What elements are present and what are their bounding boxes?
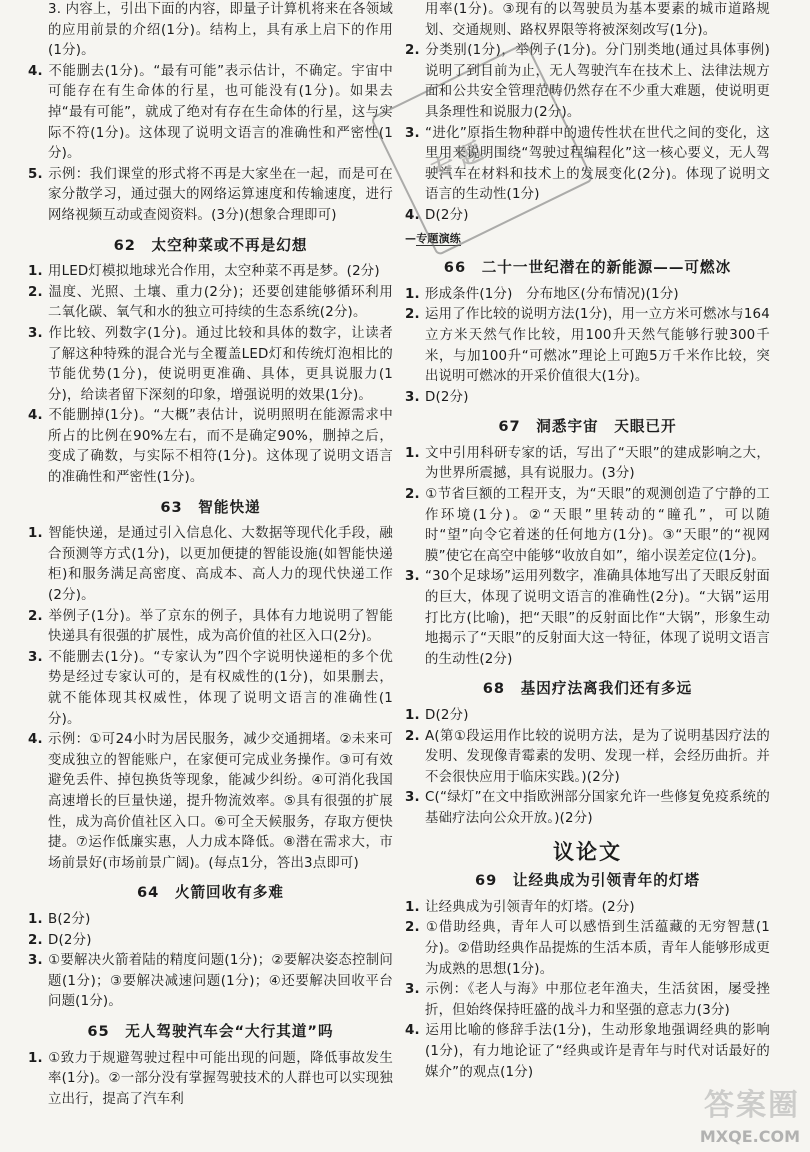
- right-genre-sections: [405, 871, 770, 1083]
- watermark-logo: 答案圈: [704, 1088, 800, 1123]
- answer-item: [405, 485, 770, 567]
- item-number: 3.: [28, 325, 43, 341]
- item-number: 4.: [405, 1023, 420, 1039]
- item-text: D(2分): [48, 932, 92, 948]
- answer-item: [28, 262, 393, 283]
- section-title: 65 无人驾驶汽车会“大行其道”吗: [87, 1022, 334, 1040]
- item-text: “进化”原指生物种群中的遗传性状在世代之间的变化，这里用来说明围绕“驾驶过程编程化”这一核心要义，无人驾驶汽车在材料和技术上的发展变化(2分)。体现了说明文语言的生动性(1分): [425, 125, 770, 203]
- item-number: 3.: [405, 389, 420, 405]
- answer-item: [28, 165, 393, 227]
- answer-item: [405, 285, 770, 306]
- genre-title: 议论文: [553, 839, 622, 864]
- item-number: 2.: [28, 608, 43, 624]
- answer-item: [405, 0, 770, 41]
- item-text: ①要解决火箭着陆的精度问题(1分)；②要解决姿态控制问题(1分)；③要解决减速问题(1分)；④还要解决回收平台问题(1分)。: [48, 953, 393, 1010]
- left-sections: [28, 236, 393, 1111]
- answer-item: [28, 951, 393, 1013]
- item-text: 智能快递，是通过引入信息化、大数据等现代化手段，融合预测等方式(1分)，以更加便捷的智能设施(如智能快递柜)和服务满足高密度、高成本、高人力的现代快递工作(2分)。: [48, 526, 393, 604]
- item-text: D(2分): [425, 708, 469, 723]
- section-title: 63 智能快递: [160, 498, 261, 516]
- item-number: 2.: [405, 307, 420, 323]
- item-number: 1.: [28, 1050, 43, 1066]
- item-text: B(2分): [48, 911, 91, 927]
- item-number: 1.: [28, 526, 43, 542]
- item-number: 2.: [28, 932, 43, 948]
- answer-item: [405, 788, 770, 829]
- item-text: 示例：我们课堂的形式将不再是大家坐在一起，而是可在家分散学习，通过强大的网络运算速度和传输速度，进行网络视频互动或查阅资料。(3分)(想象合理即可): [48, 166, 393, 223]
- right-sections: [405, 258, 770, 829]
- answer-item: [405, 980, 770, 1021]
- item-number: 3.: [28, 649, 43, 665]
- item-number: 4.: [28, 408, 43, 424]
- left-intro: [28, 0, 393, 227]
- answer-item: [405, 388, 770, 409]
- answer-item: [28, 406, 393, 488]
- item-text: ①致力于规避驾驶过程中可能出现的问题，降低事故发生率(1分)。②一部分没有掌握驾驶技术的人群也可以实现独立出行，提高了汽车利: [48, 1050, 393, 1107]
- answer-item: [28, 910, 393, 931]
- answer-item: [405, 444, 770, 485]
- item-number: 2.: [28, 284, 43, 300]
- answer-item: [28, 607, 393, 648]
- section-title: 62 太空种菜或不再是幻想: [113, 236, 308, 254]
- item-text: 不能删掉(1分)。“大概”表估计，说明照明在能源需求中所占的比例在90%左右，而不是确定90%，删掉之后，变成了确数，与实际不相符(1分)。这体现了说明文语言的准确性和严密性(1分)。: [48, 408, 393, 486]
- item-number: 3.: [28, 953, 43, 969]
- item-text: 用LED灯模拟地球光合作用，太空种菜不再是梦。(2分): [48, 264, 380, 280]
- item-text: 温度、光照、土壤、重力(2分)；还要创建能够循环利用二氧化碳、氧气和水的独立可持续的生态系统(2分)。: [48, 284, 393, 321]
- item-number: 1.: [28, 264, 43, 280]
- item-text: 让经典成为引领青年的灯塔。(2分): [425, 899, 635, 915]
- answer-item: [405, 124, 770, 206]
- item-text: 示例：①可24小时为居民服务，减少交通拥堵。②未来可变成独立的智能账户，在家便可完成业务操作。③可有效避免丢件、掉包换货等现象，能减少纠纷。④可消化我国高速增长的巨量快递，提升物流效率。⑤具有很强的扩展性，成为高价值社区入口。⑥可全天候服务，存取方便快捷。⑦运作低廉实惠，人力成本降低。⑧潜在需求大，市场前景好(市场前景广阔)。(每点1分，答出3点即可): [48, 732, 393, 871]
- answer-item: [405, 918, 770, 980]
- item-number: 1.: [28, 911, 43, 927]
- right-intro: [405, 0, 770, 227]
- item-text: 文中引用科研专家的话，写出了“天眼”的建成影响之大，为世界所震撼，具有说服力。(3分): [425, 445, 770, 482]
- answer-item: [28, 324, 393, 406]
- library-stamp: 专题: [370, 42, 594, 257]
- answer-item: [405, 206, 770, 227]
- item-text: ①借助经典，青年人可以感悟到生活蕴藏的无穷智慧(1分)。②借助经典作品提炼的生活本质，青年人能够形成更为成熟的思想(1分)。: [425, 920, 770, 977]
- item-number: 3.: [405, 982, 420, 998]
- item-number: 4.: [405, 207, 420, 223]
- item-number: 1.: [405, 286, 420, 302]
- item-text: “30个足球场”运用列数字，准确具体地写出了天眼反射面的巨大，体现了说明文语言的准确性(2分)。“大锅”运用打比方(比喻)，把“天眼”的反射面比作“大锅”，形象生动地揭示了“天眼”的反射面大这一特征，体现了说明文语言的生动性(2分): [425, 569, 770, 667]
- answer-item: [405, 41, 770, 123]
- section-title: 69 让经典成为引领青年的灯塔: [474, 872, 701, 890]
- item-text: 形成条件(1分) 分布地区(分布情况)(1分): [425, 286, 679, 302]
- item-number: 1.: [405, 899, 420, 915]
- left-column: [28, 0, 393, 1152]
- item-number: 2.: [405, 487, 420, 503]
- item-text: ①节省巨额的工程开支，为“天眼”的观测创造了宁静的工作环境(1分)。②“天眼”里转动的“瞳孔”，可以随时“望”向令它着迷的任何地方(1分)。③“天眼”的“视网膜”使它在高空中能够“收放自如”，缩小误差定位(1分)。: [425, 487, 770, 564]
- item-number: 1.: [405, 708, 420, 723]
- answer-item: [405, 727, 770, 789]
- section-title: 66 二十一世纪潜在的新能源——可燃冰: [443, 259, 732, 277]
- answer-item: [405, 898, 770, 919]
- item-text: 作比较、列数字(1分)。通过比较和具体的数字，让读者了解这种特殊的混合光与全覆盖LED灯和传统灯泡相比的节能优势(1分)，使说明更准确、具体，更具说服力(1分)，给读者留下深刻的印象，增强说明的效果(1分)。: [48, 325, 393, 403]
- item-text: 示例：《老人与海》中那位老年渔夫，生活贫困，屡受挫折，但始终保持旺盛的战斗力和坚强的意志力(3分): [425, 982, 770, 1018]
- item-number: 4.: [28, 732, 43, 748]
- item-text: A(第①段运用作比较的说明方法，是为了说明基因疗法的发明、发现像青霉素的发明、发现一样，会经历曲折。并不会很快应用于临床实践。)(2分): [425, 728, 770, 785]
- item-text: 3. 内容上，引出下面的内容，即量子计算机将来在各领域的应用前景的介绍(1分)。结构上，具有承上启下的作用(1分)。: [48, 2, 393, 59]
- item-text: C(“绿灯”在文中指欧洲部分国家允许一些修复免疫系统的基础疗法向公众开放。)(2分): [425, 790, 770, 826]
- section-title: 68 基因疗法离我们还有多远: [482, 680, 693, 698]
- item-number: 5.: [28, 166, 43, 182]
- answer-item: [405, 305, 770, 387]
- section-title: 67 洞悉宇宙 天眼已开: [498, 418, 677, 436]
- item-number: 3.: [405, 569, 420, 585]
- section-title: 64 火箭回收有多难: [136, 884, 285, 902]
- item-text: 举例子(1分)。举了京东的例子，具体有力地说明了智能快递具有很强的扩展性，成为高价值的社区入口(2分)。: [48, 608, 393, 645]
- right-column: [405, 0, 770, 1152]
- topic-label: —专题演练: [405, 231, 462, 245]
- answer-item: [28, 648, 393, 730]
- answer-item: [28, 524, 393, 606]
- answer-item: [405, 567, 770, 670]
- item-number: 3.: [405, 790, 420, 806]
- item-number: 2.: [405, 728, 420, 744]
- answer-item: [28, 62, 393, 165]
- answer-item: [28, 283, 393, 324]
- item-number: 2.: [405, 43, 420, 59]
- item-number: 1.: [405, 445, 420, 461]
- item-text: 不能删去(1分)。“最有可能”表示估计，不确定。宇宙中可能存在有生命体的行星，也可能没有(1分)。如果去掉“最有可能”，就成了绝对有存在生命体的行星，这与实际不符(1分)。这体现了说明文语言的准确性和严密性(1分)。: [48, 63, 393, 162]
- item-number: 4.: [28, 63, 43, 79]
- item-text: 用率(1分)。③现有的以驾驶员为基本要素的城市道路规划、交通规则、路权界限等将被深刻改写(1分)。: [425, 2, 770, 38]
- answer-item: [405, 1021, 770, 1083]
- item-text: 运用比喻的修辞手法(1分)，生动形象地强调经典的影响(1分)，有力地论证了“经典或许是青年与时代对话最好的媒介”的观点(1分): [425, 1023, 770, 1080]
- answer-item: [28, 931, 393, 952]
- answer-item: [28, 0, 393, 62]
- answer-item: [28, 730, 393, 874]
- item-number: 3.: [405, 125, 420, 141]
- item-text: 不能删去(1分)。“专家认为”四个字说明快递柜的多个优势是经过专家认可的，是有权威性的(1分)，如果删去，就不能体现其权威性，体现了说明文语言的准确性(1分)。: [48, 649, 393, 727]
- item-text: D(2分): [425, 389, 469, 405]
- item-number: 2.: [405, 920, 420, 936]
- item-text: 分类别(1分)，举例子(1分)。分门别类地(通过具体事例)说明了到目前为止，无人驾驶汽车在技术上、法律法规方面和公共安全管理范畴仍然存在不少重大难题，使说明更具条理性和说服力(2分)。: [425, 43, 770, 120]
- watermark-url: MXQE.COM: [699, 1127, 800, 1146]
- item-text: D(2分): [425, 207, 469, 223]
- answer-item: [28, 1049, 393, 1111]
- item-text: 运用了作比较的说明方法(1分)，用一立方米可燃冰与164立方米天然气作比较，用100升天然气能够行驶300千米，与加100升“可燃冰”理论上可跑5万千米作比较，突出说明可燃冰的开采价值很大(1分)。: [425, 307, 770, 385]
- answer-item: [405, 706, 770, 727]
